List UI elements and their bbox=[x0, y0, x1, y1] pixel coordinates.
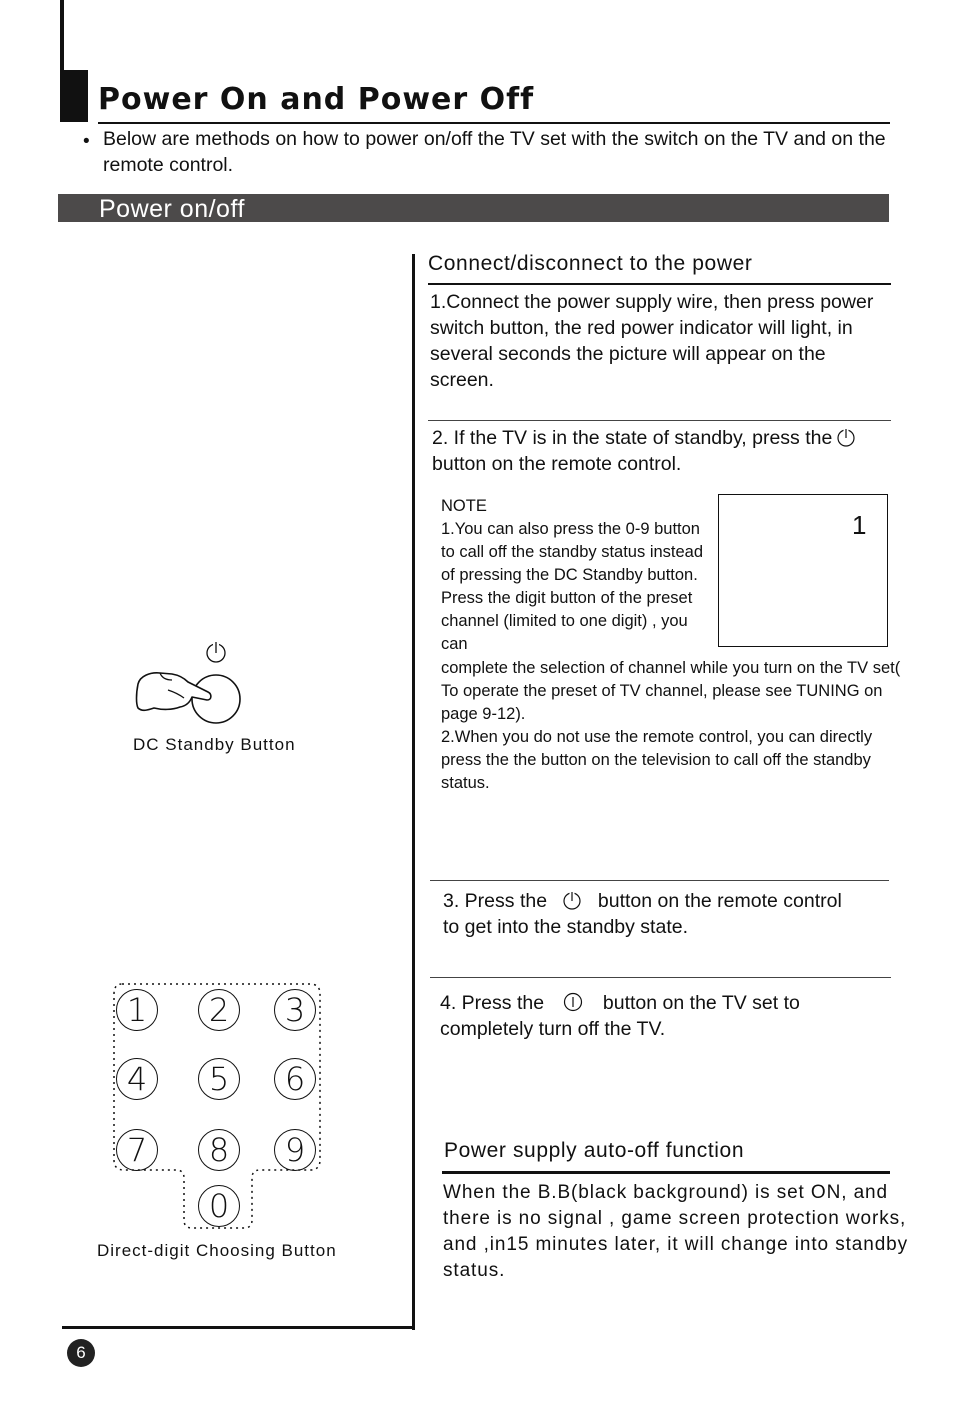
power-standby-icon bbox=[207, 640, 225, 662]
step-3-text-c: to get into the standby state. bbox=[443, 916, 688, 938]
digit-button-2: 2 bbox=[198, 989, 240, 1031]
digit-button-3: 3 bbox=[274, 989, 316, 1031]
power-standby-icon bbox=[836, 427, 856, 447]
step-3-text bbox=[443, 888, 883, 940]
step-2-text-b: button on the remote control. bbox=[432, 453, 682, 475]
digit-caption: Direct-digit Choosing Button bbox=[97, 1241, 337, 1260]
step-4-text bbox=[440, 990, 885, 1042]
digit-button-7: 7 bbox=[116, 1129, 158, 1171]
digit-button-0: 0 bbox=[198, 1185, 240, 1227]
dc-standby-illustration bbox=[132, 640, 248, 732]
connect-heading-rule bbox=[428, 283, 891, 285]
step-1-text: 1.Connect the power supply wire, then press power switch button, the red power indicator will light, in several seconds the picture will appear on the screen. bbox=[430, 291, 874, 391]
divider-step-4 bbox=[430, 977, 891, 978]
digit-button-4: 4 bbox=[116, 1058, 158, 1100]
page-title: Power On and Power Off bbox=[98, 82, 535, 117]
intro-text: Below are methods on how to power on/off the TV set with the switch on the TV and on the remote control. bbox=[103, 128, 886, 176]
digit-button-5: 5 bbox=[198, 1058, 240, 1100]
step-2-text-a: 2. If the TV is in the state of standby, press the bbox=[432, 427, 833, 449]
step-3-text-b: button on the remote control bbox=[597, 890, 842, 912]
digit-button-6: 6 bbox=[274, 1058, 316, 1100]
step-4-text-a: 4. Press the bbox=[440, 992, 545, 1014]
note-1-boxside: 1.You can also press the 0-9 button to call off the standby status instead of pressing the DC Standby button. Press the digit button of the preset channel (limited to one digit) , you can bbox=[441, 520, 704, 653]
dc-standby-caption: DC Standby Button bbox=[133, 735, 296, 754]
note-continued bbox=[441, 657, 911, 795]
step-3-text-a: 3. Press the bbox=[443, 890, 548, 912]
bottom-rule bbox=[62, 1326, 415, 1329]
note-1-rest: complete the selection of channel while you turn on the TV set( To operate the preset of TV channel, please see TUNING on page 9-12). bbox=[441, 659, 901, 723]
step-2-text bbox=[432, 425, 892, 477]
divider-step-3 bbox=[430, 880, 889, 881]
screen-channel-digit: 1 bbox=[852, 510, 867, 540]
auto-off-heading: Power supply auto-off function bbox=[444, 1139, 745, 1162]
connect-heading: Connect/disconnect to the power bbox=[428, 252, 753, 275]
digit-button-8: 8 bbox=[198, 1129, 240, 1171]
auto-off-text: When the B.B(black background) is set ON, and there is no signal , game screen protection works, and ,in15 minutes later, it will change into standby status. bbox=[443, 1182, 909, 1281]
step-4-text-b: button on the TV set to bbox=[602, 992, 800, 1014]
column-divider bbox=[412, 254, 415, 1330]
title-accent-block bbox=[60, 70, 88, 122]
digit-button-9: 9 bbox=[274, 1129, 316, 1171]
auto-off-heading-rule bbox=[442, 1171, 890, 1174]
title-accent-line bbox=[60, 0, 64, 78]
intro-bullet: • bbox=[83, 131, 90, 152]
note-2: 2.When you do not use the remote control, you can directly press the the button on the television to call off the standby status. bbox=[441, 728, 873, 792]
digit-button-1: 1 bbox=[116, 989, 158, 1031]
note-title: NOTE bbox=[441, 497, 487, 515]
title-rule bbox=[98, 122, 890, 124]
step-4-text-c: completely turn off the TV. bbox=[440, 1018, 666, 1040]
power-standby-icon bbox=[562, 890, 582, 910]
page-number-badge: 6 bbox=[67, 1339, 95, 1367]
divider-step-2 bbox=[428, 420, 891, 421]
tv-power-switch-icon bbox=[563, 992, 583, 1012]
section-label: Power on/off bbox=[99, 195, 245, 223]
note-box-side bbox=[441, 495, 716, 656]
